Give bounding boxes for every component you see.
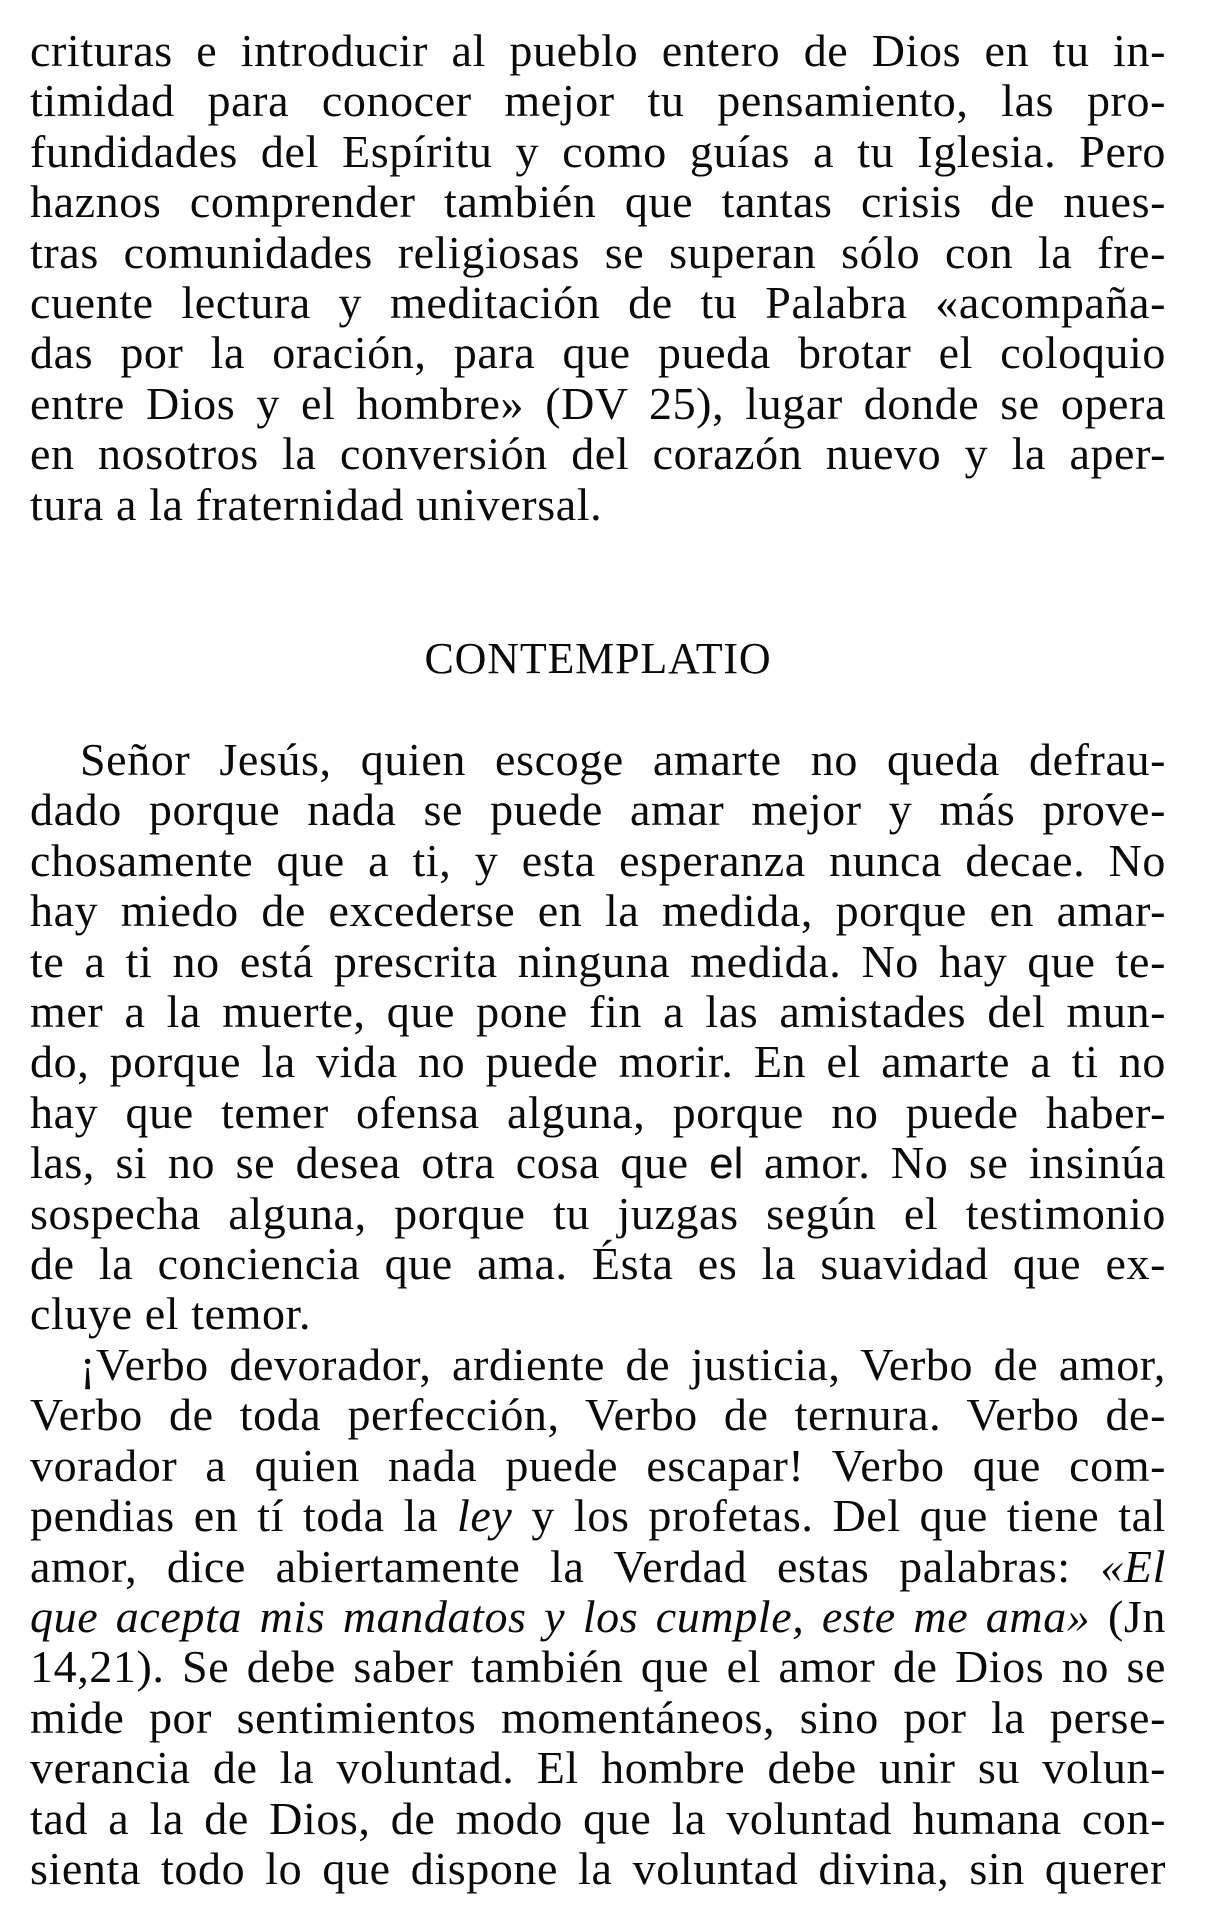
- text-line: sienta todo lo que dispone la voluntad divina, sin querer: [30, 1843, 1166, 1894]
- text-line: tura a la fraternidad universal.: [30, 479, 603, 530]
- text-segment: las, si no se desea otra cosa que: [30, 1138, 710, 1189]
- text-segment: y los profetas. Del que tiene tal: [512, 1491, 1166, 1542]
- text-line: ¡Verbo devorador, ardiente de justicia, Verbo de amor,: [80, 1340, 1166, 1390]
- text-line: en nosotros la conversión del corazón nuevo y la aper-: [30, 429, 1166, 480]
- text-segment: amor. No se insinúa: [743, 1138, 1166, 1189]
- text-line: tras comunidades religiosas se superan sólo con la fre-: [30, 227, 1166, 278]
- text-line: cluye el temor.: [30, 1289, 312, 1340]
- italic-text: ley: [456, 1491, 513, 1542]
- text-line: das por la oración, para que pueda brotar el coloquio: [30, 328, 1166, 379]
- text-line: [30, 1138, 1166, 1188]
- text-line: mide por sentimientos momentáneos, sino por la perse-: [30, 1692, 1166, 1743]
- text-line: mer a la muerte, que pone fin a las amistades del mun-: [30, 986, 1166, 1037]
- text-line: Verbo de toda perfección, Verbo de ternura. Verbo de-: [30, 1390, 1166, 1441]
- text-line: entre Dios y el hombre» (DV 25), lugar donde se opera: [30, 378, 1166, 429]
- text-line: cuente lectura y meditación de tu Palabra «acompaña-: [30, 277, 1166, 328]
- text-line: de la conciencia que ama. Ésta es la suavidad que ex-: [30, 1238, 1166, 1289]
- text-segment: pendias en tí toda la: [30, 1491, 457, 1542]
- text-segment-sans: el: [709, 1139, 744, 1189]
- text-line: tad a la de Dios, de modo que la voluntad humana con-: [30, 1793, 1166, 1844]
- text-line: fundidades del Espíritu y como guías a tu Iglesia. Pero: [30, 126, 1166, 177]
- text-line: haznos comprender también que tantas crisis de nues-: [30, 177, 1166, 228]
- text-line: [30, 1491, 1166, 1541]
- italic-text: «El: [1100, 1541, 1166, 1592]
- text-line: 14,21). Se debe saber también que el amor de Dios no se: [30, 1642, 1166, 1693]
- paragraph-3: [30, 1340, 1166, 1894]
- text-line: timidad para conocer mejor tu pensamiento, las pro-: [30, 76, 1166, 127]
- text-line: dado porque nada se puede amar mejor y más prove-: [30, 785, 1166, 836]
- text-line: Señor Jesús, quien escoge amarte no queda defrau-: [80, 735, 1166, 785]
- text-segment: (Jn: [1090, 1591, 1166, 1642]
- italic-text: que acepta mis mandatos y los cumple, este me ama»: [30, 1591, 1091, 1642]
- text-line: crituras e introducir al pueblo entero de Dios en tu in-: [30, 26, 1166, 76]
- text-line: verancia de la voluntad. El hombre debe unir su volun-: [30, 1743, 1166, 1794]
- text-line: te a ti no está prescrita ninguna medida. No hay que te-: [30, 936, 1166, 987]
- paragraph-2: [30, 735, 1166, 1340]
- text-line: hay que temer ofensa alguna, porque no puede haber-: [30, 1087, 1166, 1138]
- text-line: hay miedo de excederse en la medida, porque en amar-: [30, 886, 1166, 937]
- text-line: vorador a quien nada puede escapar! Verbo que com-: [30, 1440, 1166, 1491]
- text-line: [30, 1592, 1166, 1642]
- text-line: sospecha alguna, porque tu juzgas según el testimonio: [30, 1188, 1166, 1239]
- text-segment: amor, dice abiertamente la Verdad estas palabras:: [30, 1541, 1101, 1592]
- text-line: chosamente que a ti, y esta esperanza nunca decae. No: [30, 835, 1166, 886]
- section-heading: CONTEMPLATIO: [424, 634, 772, 683]
- text-line: [30, 1542, 1166, 1592]
- paragraph-1: [30, 26, 1166, 530]
- text-line: do, porque la vida no puede morir. En el amarte a ti no: [30, 1037, 1166, 1088]
